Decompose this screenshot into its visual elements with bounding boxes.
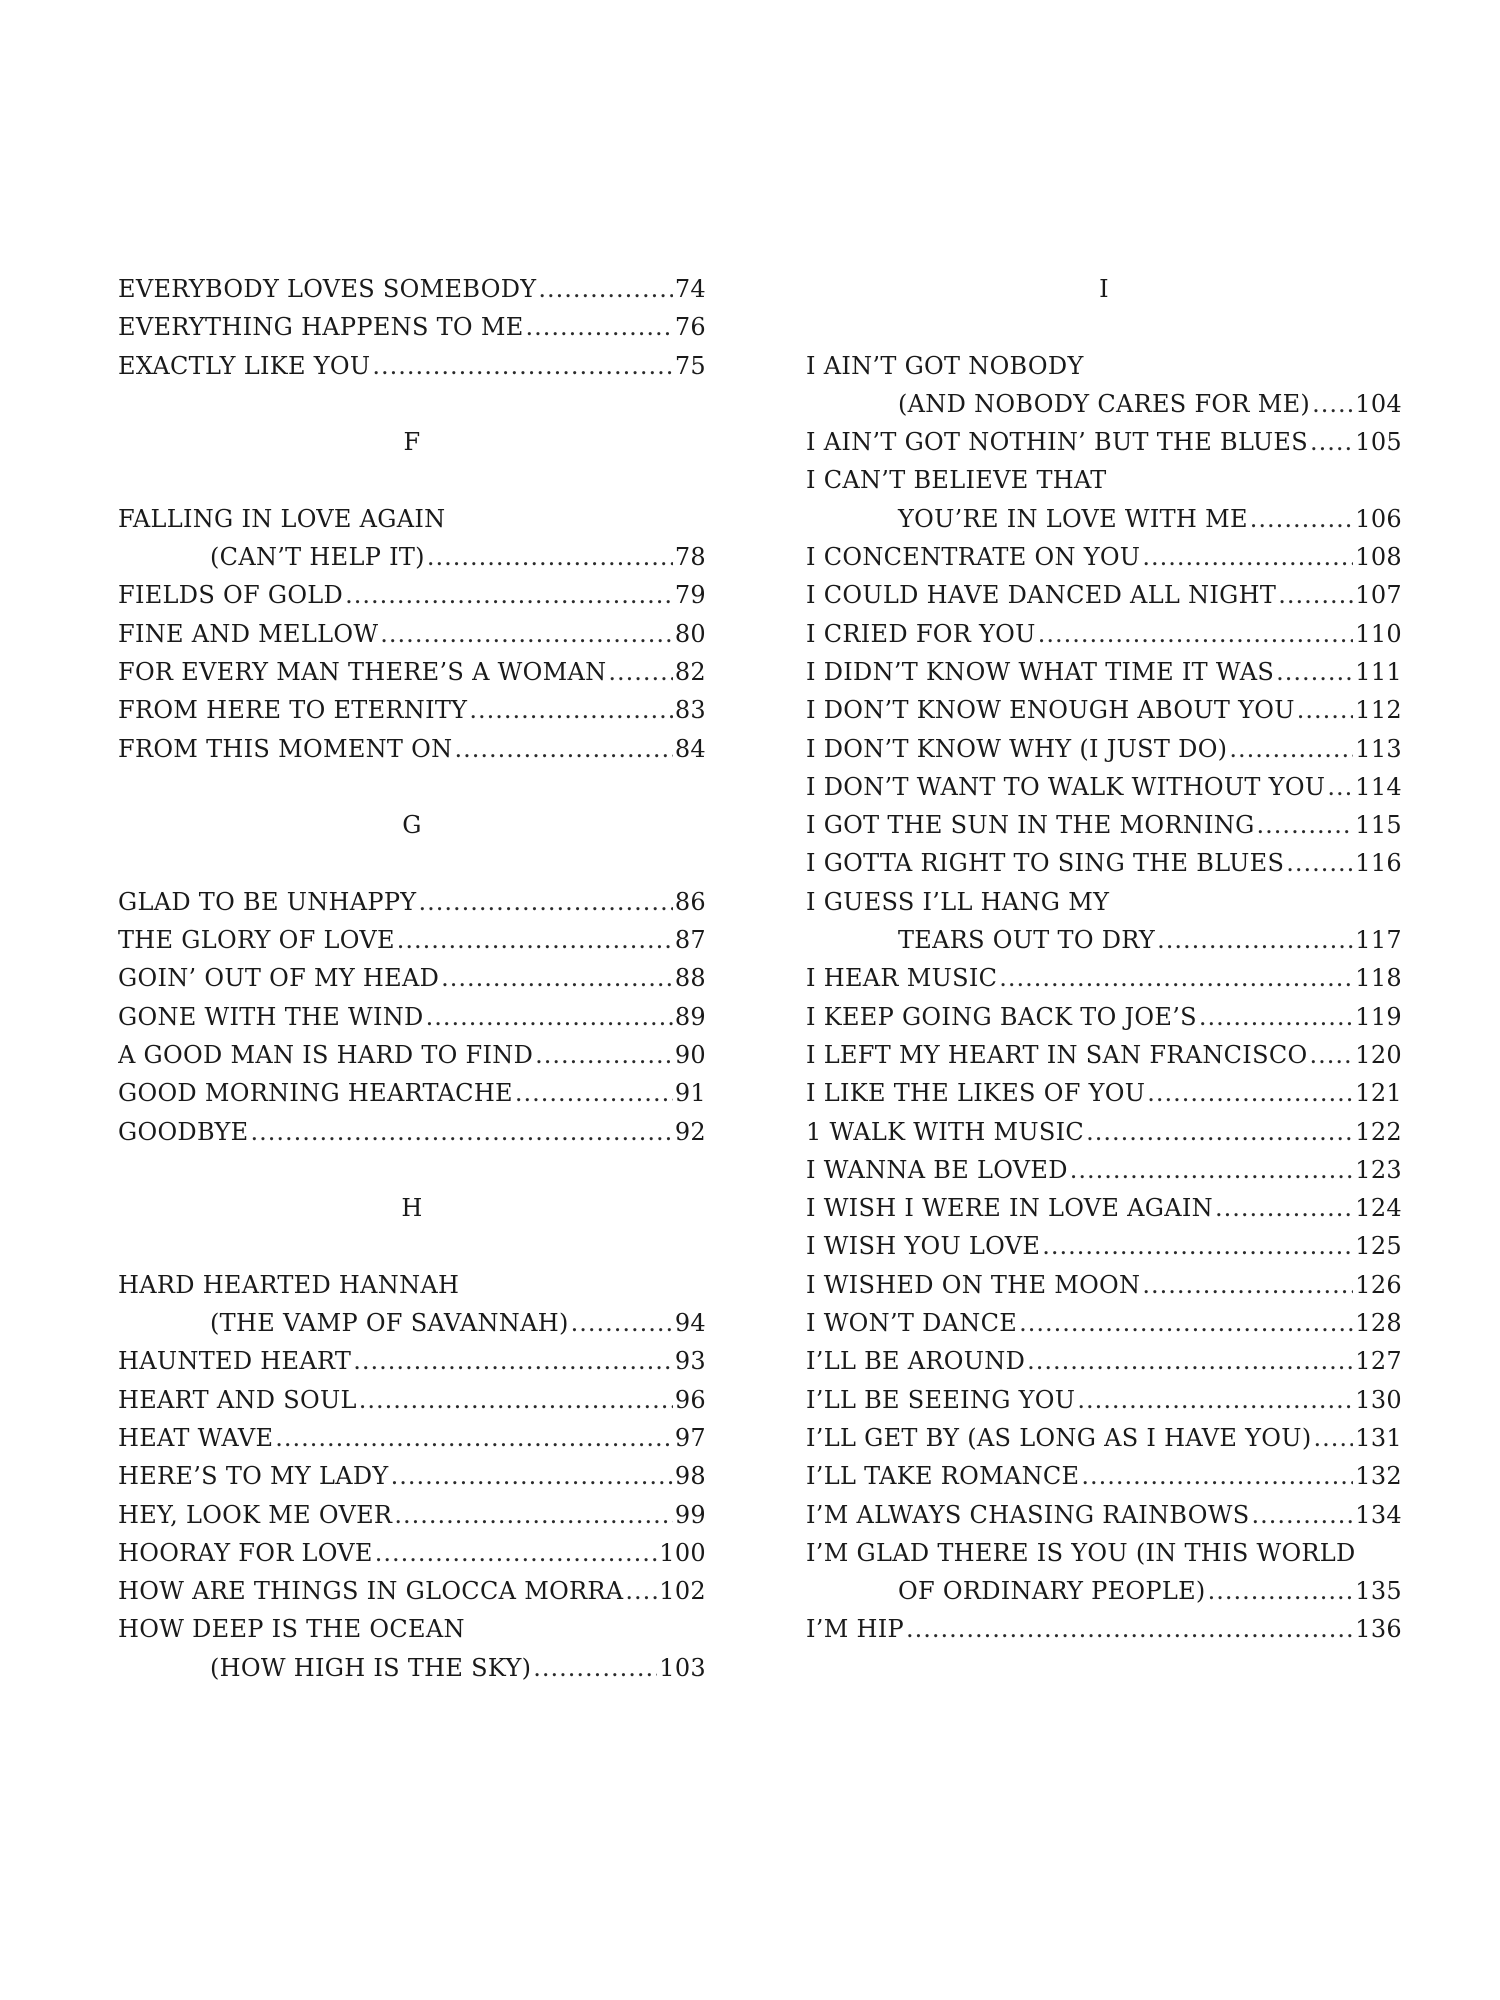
song-title: EXACTLY LIKE YOU [118, 351, 371, 380]
dot-leader [1310, 423, 1353, 461]
dot-leader [469, 691, 673, 729]
left-column [118, 270, 706, 1687]
song-title: I WISH YOU LOVE [806, 1232, 1041, 1261]
song-title: HAUNTED HEART [118, 1347, 352, 1376]
dot-leader [533, 1649, 657, 1687]
page-number: 119 [1355, 1002, 1402, 1031]
dot-leader [608, 653, 672, 691]
page-number: 116 [1355, 849, 1402, 878]
page-number: 131 [1355, 1423, 1402, 1452]
index-entry [806, 1381, 1402, 1419]
dot-leader [1278, 576, 1353, 614]
section-gap [118, 768, 706, 806]
index-entry [118, 1534, 706, 1572]
song-title: 1 WALK WITH MUSIC [806, 1117, 1085, 1146]
song-title: YOU’RE IN LOVE WITH ME [898, 504, 1248, 533]
dot-leader [1147, 1074, 1353, 1112]
index-entry [118, 1649, 706, 1687]
index-entry [806, 615, 1402, 653]
index-entry [806, 576, 1402, 614]
dot-leader [1276, 653, 1353, 691]
index-entry [806, 1457, 1402, 1495]
dot-leader [1081, 1457, 1353, 1495]
song-title: I CAN’T BELIEVE THAT [806, 466, 1107, 495]
index-entry [118, 998, 706, 1036]
index-entry [806, 998, 1402, 1036]
index-entry [806, 691, 1402, 729]
index-entry-first-line [806, 1534, 1402, 1572]
page-number: 83 [674, 696, 706, 725]
song-title: (CAN’T HELP IT) [210, 543, 425, 572]
dot-leader [1157, 921, 1353, 959]
page-number: 114 [1355, 772, 1402, 801]
index-entry [806, 1266, 1402, 1304]
song-title: I GUESS I’LL HANG MY [806, 887, 1110, 916]
dot-leader [1215, 1189, 1353, 1227]
dot-leader [1313, 1419, 1353, 1457]
index-entry [806, 423, 1402, 461]
page-number: 76 [674, 313, 706, 342]
page-number: 105 [1355, 428, 1402, 457]
dot-leader [426, 998, 673, 1036]
dot-leader [1142, 1266, 1353, 1304]
song-title: GOODBYE [118, 1117, 249, 1146]
page-number: 80 [674, 619, 706, 648]
page-number: 122 [1355, 1117, 1402, 1146]
right-column [806, 270, 1402, 1649]
song-title: HEY, LOOK ME OVER [118, 1500, 393, 1529]
page-number: 107 [1355, 581, 1402, 610]
dot-leader [1309, 1036, 1353, 1074]
index-entry-first-line [118, 1610, 706, 1648]
page-number: 93 [674, 1347, 706, 1376]
song-title: GOIN’ OUT OF MY HEAD [118, 964, 440, 993]
dot-leader [454, 730, 672, 768]
song-title: I HEAR MUSIC [806, 964, 998, 993]
song-title: GLAD TO BE UNHAPPY [118, 887, 417, 916]
index-entry [806, 1227, 1402, 1265]
song-title: I’M GLAD THERE IS YOU (IN THIS WORLD [806, 1538, 1356, 1567]
index-entry [806, 500, 1402, 538]
index-entry [806, 1572, 1402, 1610]
section-gap [118, 461, 706, 499]
page-number: 108 [1355, 543, 1402, 572]
page-number: 91 [674, 1079, 706, 1108]
dot-leader [1199, 998, 1353, 1036]
song-title: (HOW HIGH IS THE SKY) [210, 1653, 532, 1682]
song-title: EVERYTHING HAPPENS TO ME [118, 313, 524, 342]
dot-leader [275, 1419, 673, 1457]
dot-leader [1327, 768, 1353, 806]
dot-leader [1142, 538, 1353, 576]
song-title: I LIKE THE LIKES OF YOU [806, 1079, 1146, 1108]
page-number: 74 [674, 275, 706, 303]
song-title: I KEEP GOING BACK TO JOE’S [806, 1002, 1197, 1031]
index-entry [118, 1074, 706, 1112]
page-number: 132 [1355, 1462, 1402, 1491]
dot-leader [1229, 730, 1353, 768]
page-number: 126 [1355, 1270, 1402, 1299]
song-title: HARD HEARTED HANNAH [118, 1270, 460, 1299]
page-number: 96 [674, 1385, 706, 1414]
page-number: 118 [1355, 964, 1402, 993]
page-number: 106 [1355, 504, 1402, 533]
index-entry [118, 576, 706, 614]
index-entry [806, 1113, 1402, 1151]
section-letter-h: H [401, 1194, 423, 1223]
dot-leader [1297, 691, 1354, 729]
song-title: I WON’T DANCE [806, 1309, 1018, 1338]
dot-leader [380, 615, 673, 653]
dot-leader [1208, 1572, 1354, 1610]
dot-leader [1086, 1113, 1353, 1151]
page-number: 75 [674, 351, 706, 380]
index-entry-first-line [806, 883, 1402, 921]
section-letter-f: F [403, 428, 421, 457]
song-title: I COULD HAVE DANCED ALL NIGHT [806, 581, 1277, 610]
section-gap [118, 1151, 706, 1189]
page-number: 98 [674, 1462, 706, 1491]
song-title: TEARS OUT TO DRY [898, 926, 1156, 955]
page-number: 104 [1355, 389, 1402, 418]
page-number: 94 [674, 1309, 706, 1338]
index-entry [806, 1496, 1402, 1534]
dot-leader [1286, 844, 1353, 882]
index-entry [118, 883, 706, 921]
index-entry [118, 1113, 706, 1151]
dot-leader [571, 1304, 673, 1342]
index-entry [806, 1189, 1402, 1227]
page-number: 88 [674, 964, 706, 993]
index-entry-first-line [806, 461, 1402, 499]
index-entry [806, 1074, 1402, 1112]
song-title: I CONCENTRATE ON YOU [806, 543, 1141, 572]
page-number: 99 [674, 1500, 706, 1529]
dot-leader [372, 347, 672, 385]
song-title: (AND NOBODY CARES FOR ME) [898, 389, 1311, 418]
index-entry [118, 308, 706, 346]
page-number: 125 [1355, 1232, 1402, 1261]
page-number: 87 [674, 926, 706, 955]
song-title: FIELDS OF GOLD [118, 581, 344, 610]
dot-leader [1042, 1227, 1353, 1265]
index-entry [806, 844, 1402, 882]
section-gap [118, 1227, 706, 1265]
dot-leader [1250, 500, 1353, 538]
dot-leader [1257, 806, 1354, 844]
page-number: 123 [1355, 1155, 1402, 1184]
page-number: 82 [674, 657, 706, 686]
index-entry [118, 1496, 706, 1534]
song-title: I DON’T KNOW ENOUGH ABOUT YOU [806, 696, 1295, 725]
dot-leader [397, 921, 673, 959]
dot-leader [625, 1572, 657, 1610]
song-title: FROM HERE TO ETERNITY [118, 696, 468, 725]
dot-leader [1077, 1381, 1353, 1419]
song-title: I CRIED FOR YOU [806, 619, 1036, 648]
dot-leader [538, 270, 672, 308]
index-entry [806, 1304, 1402, 1342]
dot-leader [391, 1457, 673, 1495]
page-number: 128 [1355, 1309, 1402, 1338]
dot-leader [375, 1534, 658, 1572]
song-title: HERE’S TO MY LADY [118, 1462, 389, 1491]
dot-leader [1038, 615, 1354, 653]
index-entry [806, 1036, 1402, 1074]
index-entry [118, 1572, 706, 1610]
page-number: 136 [1355, 1615, 1402, 1644]
song-title: I’LL BE AROUND [806, 1347, 1026, 1376]
index-entry-first-line [118, 500, 706, 538]
index-entry [806, 768, 1402, 806]
page-number: 110 [1355, 619, 1402, 648]
section-gap [118, 385, 706, 423]
index-entry [806, 959, 1402, 997]
dot-leader [353, 1342, 673, 1380]
page-number: 134 [1355, 1500, 1402, 1529]
index-entry [118, 730, 706, 768]
song-title: HOORAY FOR LOVE [118, 1538, 373, 1567]
page-number: 103 [659, 1653, 706, 1682]
song-title: I DIDN’T KNOW WHAT TIME IT WAS [806, 657, 1275, 686]
dot-leader [441, 959, 673, 997]
page-number: 90 [674, 1040, 706, 1069]
song-title: OF ORDINARY PEOPLE) [898, 1577, 1206, 1606]
index-entry [118, 270, 706, 308]
song-title: I GOT THE SUN IN THE MORNING [806, 811, 1255, 840]
song-title: I’LL BE SEEING YOU [806, 1385, 1076, 1414]
song-title: GONE WITH THE WIND [118, 1002, 424, 1031]
index-entry [118, 1304, 706, 1342]
page-number: 79 [674, 581, 706, 610]
dot-leader [1312, 385, 1353, 423]
page-number: 127 [1355, 1347, 1402, 1376]
dot-leader [535, 1036, 673, 1074]
index-entry [806, 921, 1402, 959]
song-title: EVERYBODY LOVES SOMEBODY [118, 275, 537, 303]
dot-leader [394, 1496, 673, 1534]
dot-leader [1027, 1342, 1353, 1380]
dot-leader [1019, 1304, 1353, 1342]
song-title: I WISH I WERE IN LOVE AGAIN [806, 1194, 1213, 1223]
song-title: FALLING IN LOVE AGAIN [118, 504, 446, 533]
song-title: GOOD MORNING HEARTACHE [118, 1079, 513, 1108]
index-entry [806, 1610, 1402, 1648]
section-letter-g: G [402, 811, 422, 840]
index-entry [118, 1419, 706, 1457]
dot-leader [359, 1381, 673, 1419]
song-title: I’M HIP [806, 1615, 904, 1644]
index-entry [806, 806, 1402, 844]
song-title: I GOTTA RIGHT TO SING THE BLUES [806, 849, 1285, 878]
page-number: 84 [674, 734, 706, 763]
page-number: 112 [1355, 696, 1402, 725]
page-number: 111 [1355, 657, 1402, 686]
section-letter-i: I [1099, 275, 1109, 303]
dot-leader [418, 883, 672, 921]
index-entry [118, 959, 706, 997]
dot-leader [1070, 1151, 1354, 1189]
page-number: 135 [1355, 1577, 1402, 1606]
dot-leader [906, 1610, 1353, 1648]
page-number: 86 [674, 887, 706, 916]
index-entry-first-line [118, 1266, 706, 1304]
index-entry [118, 921, 706, 959]
index-entry [118, 691, 706, 729]
page-number: 124 [1355, 1194, 1402, 1223]
index-entry [806, 1419, 1402, 1457]
dot-leader [1251, 1496, 1353, 1534]
index-entry [806, 538, 1402, 576]
page-number: 113 [1355, 734, 1402, 763]
index-entry [806, 1151, 1402, 1189]
page-number: 89 [674, 1002, 706, 1031]
song-title: I’M ALWAYS CHASING RAINBOWS [806, 1500, 1250, 1529]
page-number: 130 [1355, 1385, 1402, 1414]
index-entry [118, 347, 706, 385]
index-entry-first-line [806, 347, 1402, 385]
song-title: HOW DEEP IS THE OCEAN [118, 1615, 465, 1644]
index-entry [118, 1457, 706, 1495]
page-number: 120 [1355, 1040, 1402, 1069]
song-title: HEART AND SOUL [118, 1385, 357, 1414]
song-title: I DON’T KNOW WHY (I JUST DO) [806, 734, 1228, 763]
section-gap [118, 844, 706, 882]
song-title: FROM THIS MOMENT ON [118, 734, 453, 763]
song-title: I AIN’T GOT NOBODY [806, 351, 1084, 380]
song-title: I’LL GET BY (AS LONG AS I HAVE YOU) [806, 1423, 1312, 1452]
song-title: FOR EVERY MAN THERE’S A WOMAN [118, 657, 607, 686]
index-entry [118, 538, 706, 576]
page-number: 102 [659, 1577, 706, 1606]
song-title: I DON’T WANT TO WALK WITHOUT YOU [806, 772, 1326, 801]
song-title: FINE AND MELLOW [118, 619, 379, 648]
dot-leader [515, 1074, 673, 1112]
index-entry [806, 730, 1402, 768]
index-entry [118, 1381, 706, 1419]
index-entry [118, 653, 706, 691]
index-entry [806, 653, 1402, 691]
dot-leader [999, 959, 1353, 997]
page-number: 117 [1355, 926, 1402, 955]
section-gap [806, 308, 1402, 346]
song-title: I AIN’T GOT NOTHIN’ BUT THE BLUES [806, 428, 1308, 457]
song-title: A GOOD MAN IS HARD TO FIND [118, 1040, 534, 1069]
page-number: 100 [659, 1538, 706, 1567]
index-entry [118, 615, 706, 653]
dot-leader [345, 576, 673, 614]
song-title: (THE VAMP OF SAVANNAH) [210, 1309, 569, 1338]
dot-leader [427, 538, 673, 576]
page-number: 121 [1355, 1079, 1402, 1108]
index-entry [806, 385, 1402, 423]
song-title: HOW ARE THINGS IN GLOCCA MORRA [118, 1577, 624, 1606]
song-title: I WISHED ON THE MOON [806, 1270, 1141, 1299]
index-entry [806, 1342, 1402, 1380]
dot-leader [250, 1113, 672, 1151]
dot-leader [526, 308, 673, 346]
index-entry [118, 1342, 706, 1380]
page-number: 97 [674, 1423, 706, 1452]
song-title: I’LL TAKE ROMANCE [806, 1462, 1080, 1491]
index-entry [118, 1036, 706, 1074]
song-title: I LEFT MY HEART IN SAN FRANCISCO [806, 1040, 1308, 1069]
song-title: HEAT WAVE [118, 1423, 274, 1452]
song-title: I WANNA BE LOVED [806, 1155, 1068, 1184]
song-title: THE GLORY OF LOVE [118, 926, 395, 955]
page-number: 115 [1355, 811, 1402, 840]
page-number: 78 [674, 543, 706, 572]
page-number: 92 [674, 1117, 706, 1146]
